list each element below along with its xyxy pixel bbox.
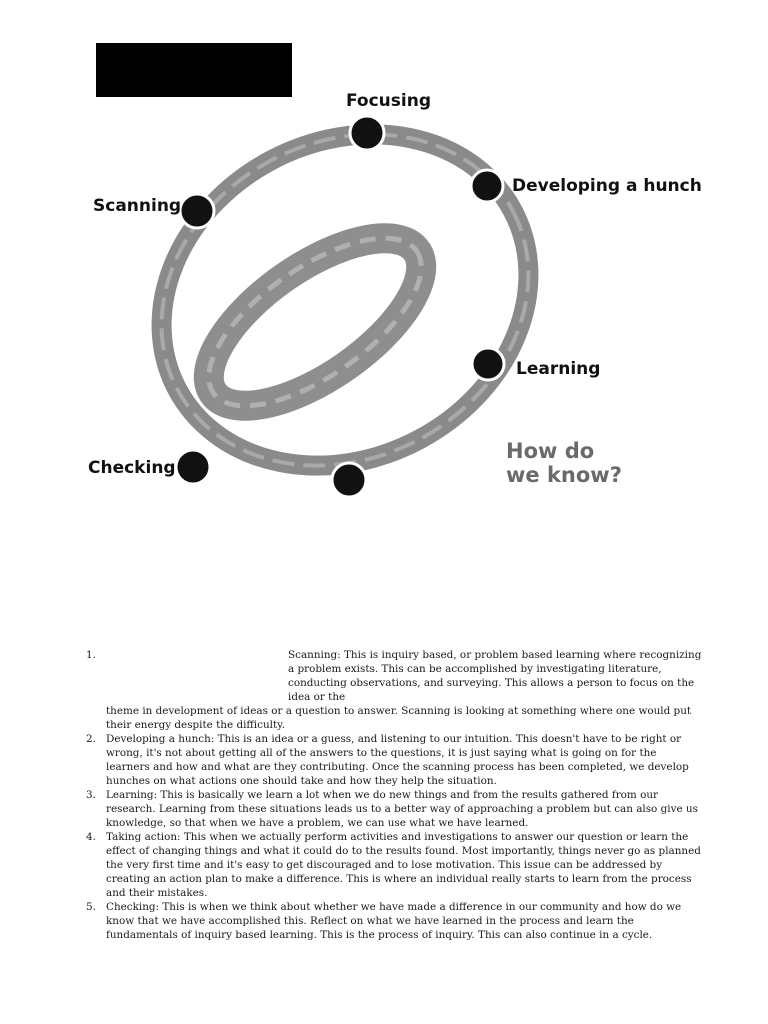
taking-action-marker	[332, 463, 366, 497]
list-item-developing-hunch	[86, 732, 702, 788]
list-text: Taking action: This when we actually perform activities and investigations to answer our question or learn the effect of changing things and what it could do to the results found. Most importantly, things never go as planned the very first time and it's easy to get discouraged and to lose motivation. This issue can be addressed by creating an action plan to make a difference. This is where an individual really starts to learn from the process and their mistakes.	[106, 831, 701, 899]
list-item-learning	[86, 788, 702, 830]
focusing-label: Focusing	[346, 91, 431, 111]
scanning-label: Scanning	[93, 196, 182, 216]
stage-description-list	[86, 648, 702, 942]
list-number: 1.	[86, 649, 96, 661]
list-number: 4.	[86, 831, 96, 843]
list-text: Checking: This is when we think about whether we have made a difference in our community and how do we know that we have accomplished this. Reflect on what we have learned in the process and learn the fundamentals of inquiry based learning. This is the process of inquiry. This can also continue in a cycle.	[106, 901, 682, 941]
list-item-scanning	[86, 648, 702, 732]
list-text: Learning: This is basically we learn a lot when we do new things and from the results gathered from our research. Learning from these situations leads us to a better way of approaching a problem but can also give us knowledge, so that when we have a problem, we can use what we have learned.	[106, 789, 698, 829]
list-number: 2.	[86, 733, 96, 745]
checking-marker	[176, 450, 210, 484]
list-number: 5.	[86, 901, 96, 913]
list-text: Scanning: This is inquiry based, or problem based learning where recognizing a problem exists. This can be accomplished by investigating literature, conducting observations, and surveying. This allows a person to focus on the idea or the	[288, 649, 702, 703]
list-item-checking	[86, 900, 702, 942]
focusing-marker	[350, 116, 384, 150]
list-item-taking-action	[86, 830, 702, 900]
learning-label: Learning	[516, 359, 601, 379]
developing-label: Developing a hunch	[512, 176, 702, 196]
developing-marker	[471, 170, 503, 202]
learning-marker	[472, 348, 504, 380]
list-text-continued: theme in development of ideas or a question to answer. Scanning is looking at something where one would put their energy despite the difficulty.	[106, 705, 692, 731]
inner-loop	[182, 207, 447, 438]
list-number: 3.	[86, 789, 96, 801]
scanning-marker	[180, 194, 214, 228]
checking-label: Checking	[88, 458, 176, 478]
question-line-2: we know?	[506, 463, 622, 487]
list-text: Developing a hunch: This is an idea or a guess, and listening to our intuition. This doesn't have to be right or wrong, it's not about getting all of the answers to the questions, it is just saying what is going on for the learners and how and what are they contributing. Once the scanning process has been completed, we develop hunches on what actions one should take and how they help the situation.	[106, 733, 689, 787]
question-line-1: How do	[506, 439, 595, 463]
